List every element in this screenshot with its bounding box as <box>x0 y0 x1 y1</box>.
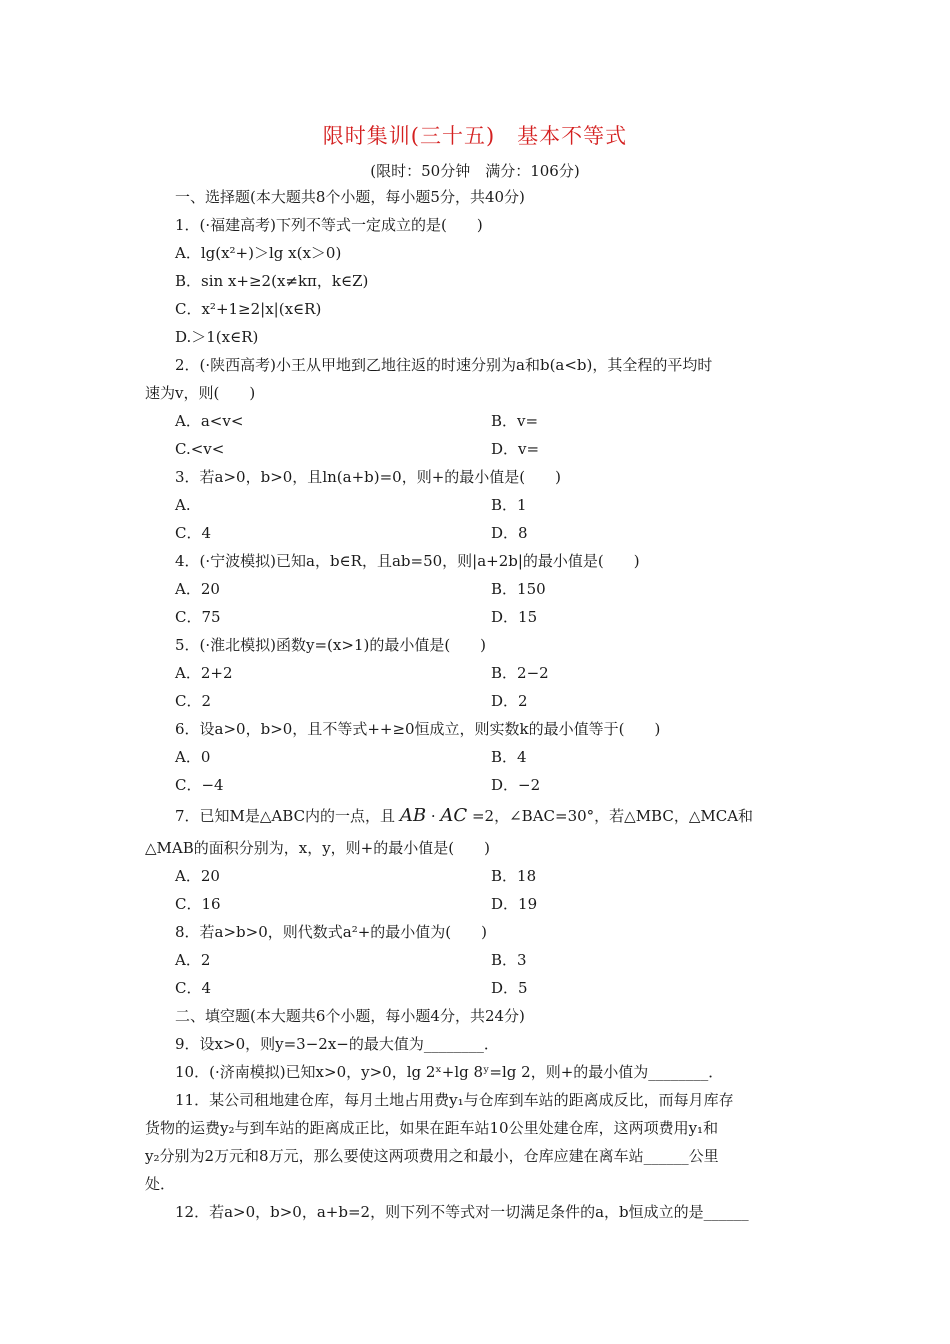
q10-stem: 10．(·济南模拟)已知x>0，y>0，lg 2ˣ+lg 8ʸ=lg 2，则+的最小值为________． <box>175 1063 724 1081</box>
q7-stem-line1 <box>175 806 753 826</box>
q3-option-c: C．4 <box>175 524 212 542</box>
q4-option-c: C．75 <box>175 608 221 626</box>
q1-option-b: B．sin x+≥2(x≠kπ，k∈Z) <box>175 272 369 290</box>
q7-stem-part2: =2，∠BAC=30°，若△MBC，△MCA和 <box>471 807 754 825</box>
q6-option-b: B．4 <box>491 748 527 766</box>
q2-option-b: B．v= <box>491 412 539 430</box>
section-heading-fill: 二、填空题(本大题共6个小题，每小题4分，共24分) <box>175 1007 525 1025</box>
q11-line4: 处． <box>145 1175 176 1193</box>
q7-stem-part1: 7．已知M是△ABC内的一点，且 <box>175 807 396 825</box>
q8-option-c: C．4 <box>175 979 212 997</box>
q4-option-a: A．20 <box>175 580 220 598</box>
q6-option-c: C．−4 <box>175 776 224 794</box>
dot-operator: · <box>430 807 436 825</box>
q6-stem: 6．设a>0，b>0，且不等式++≥0恒成立，则实数k的最小值等于( ) <box>175 720 661 738</box>
q4-option-d: D．15 <box>491 608 538 626</box>
q2-stem-line2: 速为v，则( ) <box>145 384 256 402</box>
q7-option-b: B．18 <box>491 867 537 885</box>
q1-stem: 1．(·福建高考)下列不等式一定成立的是( ) <box>175 216 483 234</box>
q2-option-c: C.<v< <box>175 440 225 458</box>
page-subtitle: (限时：50分钟 满分：106分) <box>370 162 580 180</box>
q4-stem: 4．(·宁波模拟)已知a，b∈R，且ab=50，则|a+2b|的最小值是( ) <box>175 552 640 570</box>
q8-option-a: A．2 <box>175 951 211 969</box>
section-heading-choice: 一、选择题(本大题共8个小题，每小题5分，共40分) <box>175 188 525 206</box>
q8-stem: 8．若a>b>0，则代数式a²+的最小值为( ) <box>175 923 487 941</box>
q2-option-d: D．v= <box>491 440 540 458</box>
q1-option-d: D.＞1(x∈R) <box>175 328 259 346</box>
q3-option-d: D．8 <box>491 524 528 542</box>
q3-stem: 3．若a>0，b>0，且ln(a+b)=0，则+的最小值是( ) <box>175 468 561 486</box>
q8-option-d: D．5 <box>491 979 528 997</box>
q4-option-b: B．150 <box>491 580 546 598</box>
q1-option-a: A．lg(x²+)＞lg x(x＞0) <box>175 244 342 262</box>
q6-option-d: D．−2 <box>491 776 541 794</box>
q3-option-a: A. <box>175 496 191 514</box>
q1-option-c: C．x²+1≥2|x|(x∈R) <box>175 300 322 318</box>
q2-stem-line1: 2．(·陕西高考)小王从甲地到乙地往返的时速分别为a和b(a<b)，其全程的平均时 <box>175 356 713 374</box>
q7-option-a: A．20 <box>175 867 220 885</box>
vector-ac: AC <box>440 805 468 826</box>
q5-option-a: A．2+2 <box>175 664 233 682</box>
q5-option-d: D．2 <box>491 692 528 710</box>
q5-option-c: C．2 <box>175 692 212 710</box>
q9-stem: 9．设x>0，则y=3−2x−的最大值为________． <box>175 1035 499 1053</box>
q7-stem-line2: △MAB的面积分别为，x，y，则+的最小值是( ) <box>145 839 490 857</box>
vector-ab: AB <box>399 805 427 826</box>
q12-stem: 12．若a>0，b>0，a+b=2，则下列不等式对一切满足条件的a，b恒成立的是______ <box>175 1203 749 1221</box>
q5-option-b: B．2−2 <box>491 664 549 682</box>
q11-line3: y₂分别为2万元和8万元，那么要使这两项费用之和最小，仓库应建在离车站______公里 <box>145 1147 719 1165</box>
q5-stem: 5．(·淮北模拟)函数y=(x>1)的最小值是( ) <box>175 636 487 654</box>
q11-line2: 货物的运费y₂与到车站的距离成正比，如果在距车站10公里处建仓库，这两项费用y₁和 <box>145 1119 719 1137</box>
page-title: 限时集训(三十五) 基本不等式 <box>322 124 628 148</box>
q2-option-a: A．a<v< <box>175 412 244 430</box>
q7-option-c: C．16 <box>175 895 221 913</box>
q8-option-b: B．3 <box>491 951 527 969</box>
q6-option-a: A．0 <box>175 748 211 766</box>
q11-line1: 11．某公司租地建仓库，每月土地占用费y₁与仓库到车站的距离成反比，而每月库存 <box>175 1091 734 1109</box>
q7-option-d: D．19 <box>491 895 538 913</box>
q3-option-b: B．1 <box>491 496 527 514</box>
